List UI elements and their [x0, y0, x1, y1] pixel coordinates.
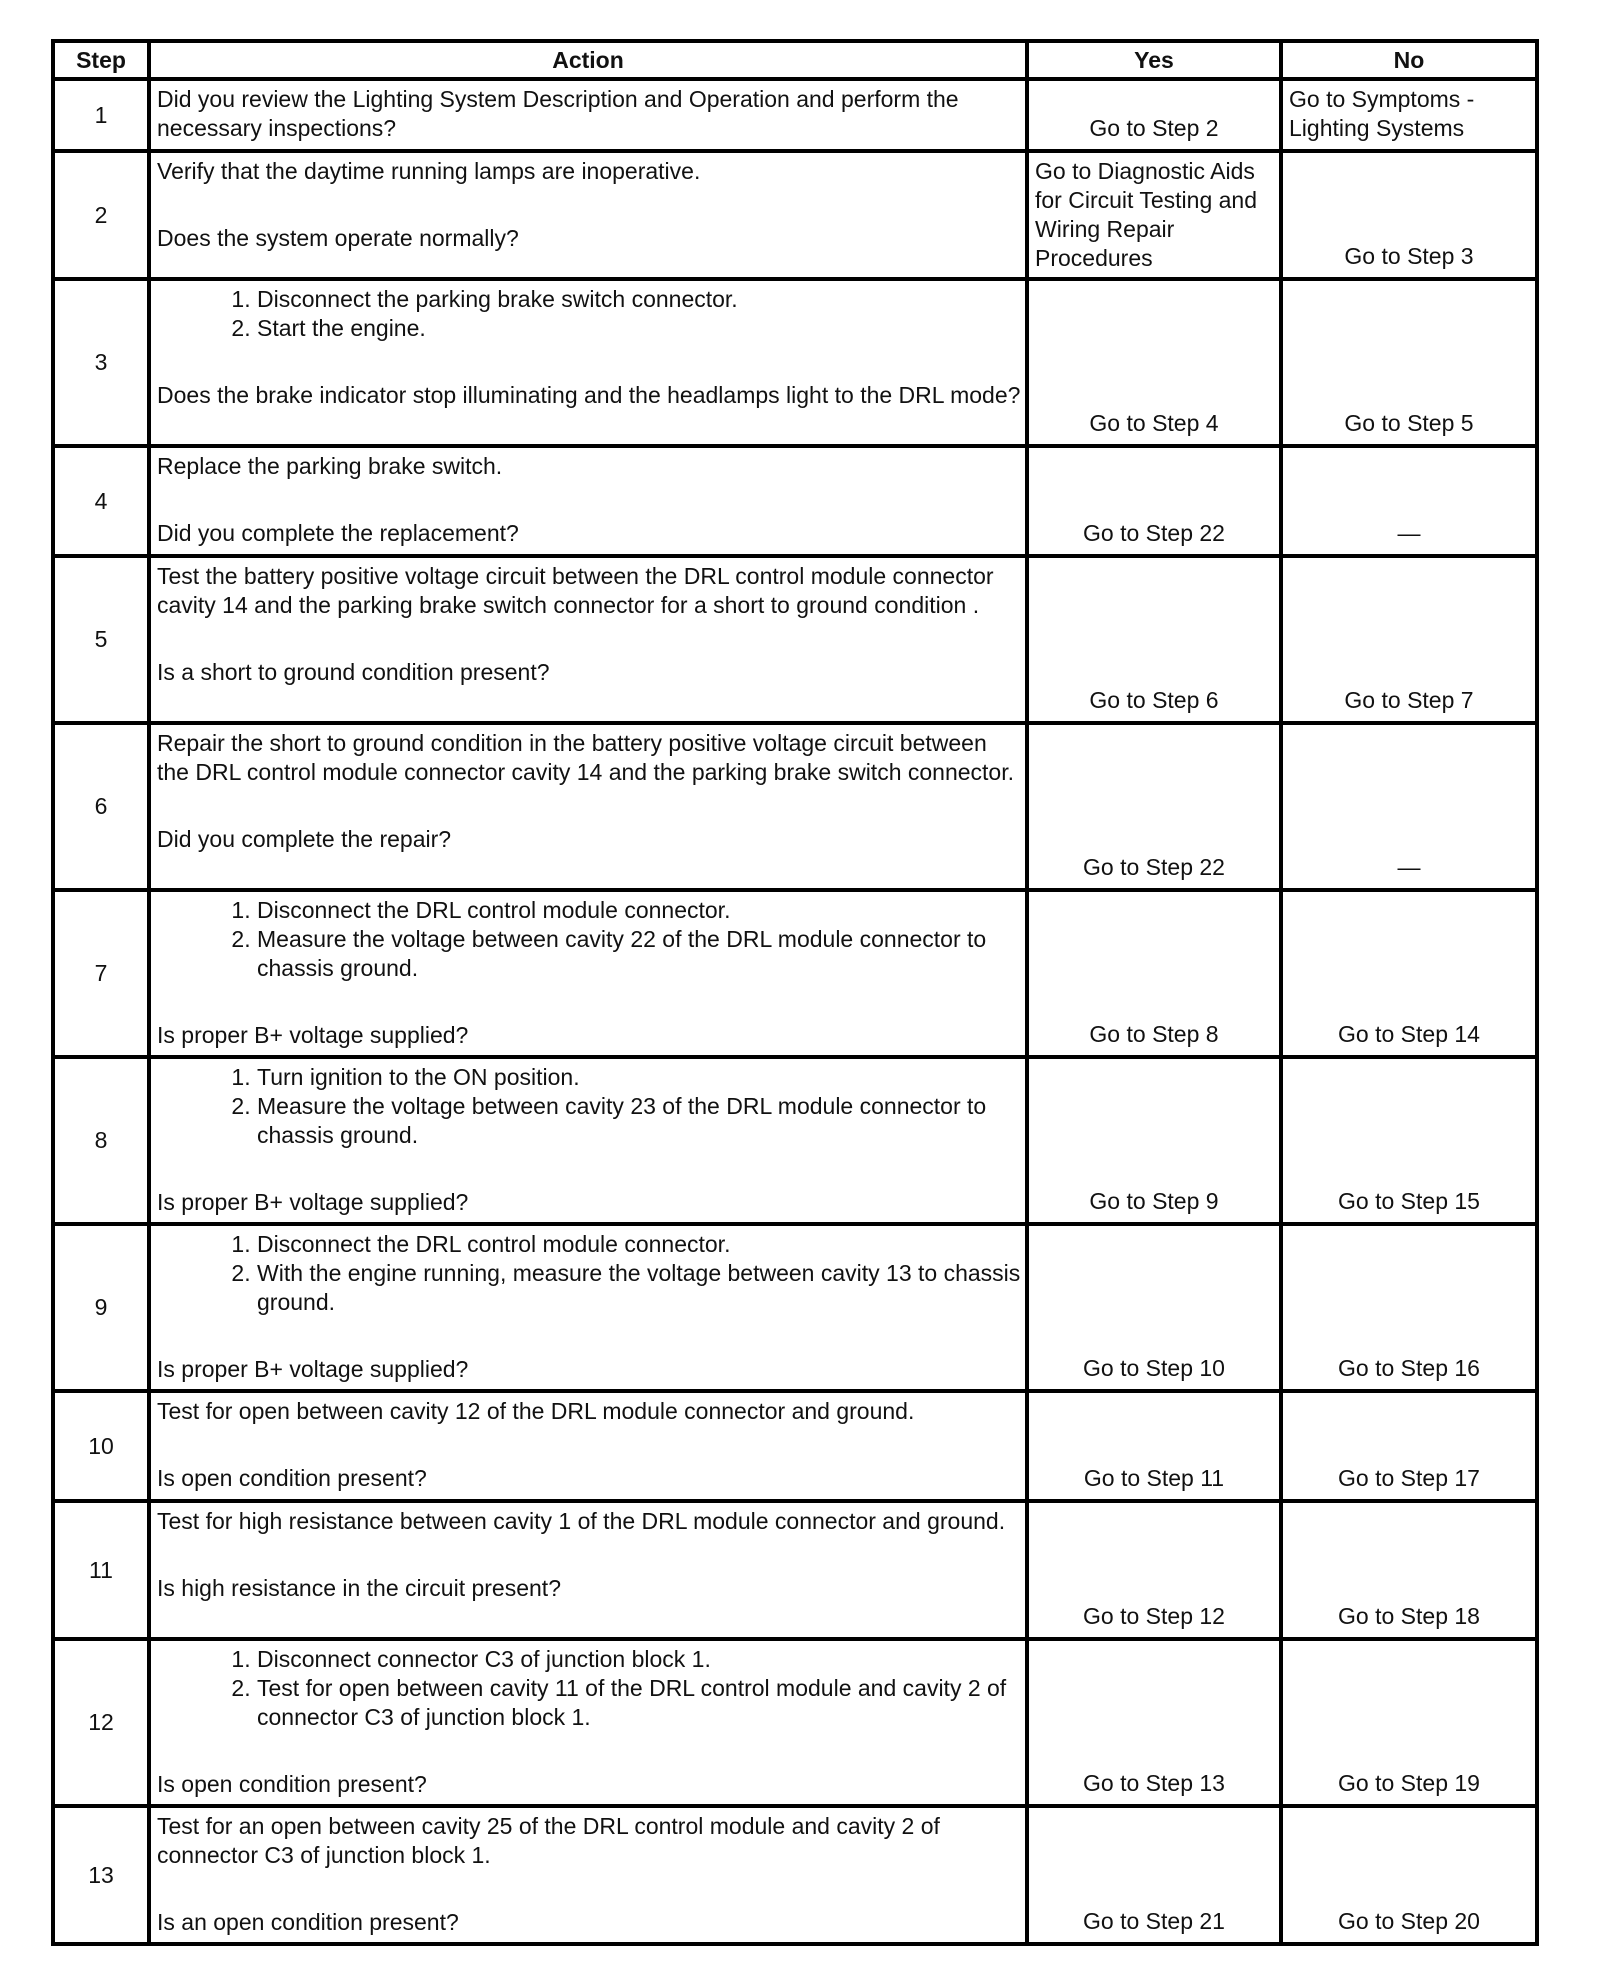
no-result: Go to Step 16: [1281, 1224, 1537, 1391]
no-result: Go to Step 20: [1281, 1806, 1537, 1944]
yes-result: Go to Step 4: [1027, 279, 1281, 446]
table-row: [53, 890, 1537, 1057]
action-text: Test the battery positive voltage circuit between the DRL control module connector cavity 14 and the parking brake switch connector for a short to ground condition .: [157, 563, 994, 618]
action-text: Test for high resistance between cavity 1 of the DRL module connector and ground.: [157, 1508, 1006, 1534]
action-text: Test for open between cavity 12 of the DRL module connector and ground.: [157, 1398, 915, 1424]
action-cell: [149, 1501, 1027, 1639]
question-text: Is proper B+ voltage supplied?: [157, 1356, 469, 1382]
table-row: [53, 279, 1537, 446]
no-result: Go to Step 17: [1281, 1391, 1537, 1501]
action-step-item: 1. Disconnect the parking brake switch connector.: [257, 285, 1021, 314]
no-result: Go to Step 19: [1281, 1639, 1537, 1806]
no-result: —: [1281, 446, 1537, 556]
table-row: [53, 1057, 1537, 1224]
table-row: [53, 723, 1537, 890]
no-result: Go to Step 7: [1281, 556, 1537, 723]
step-number: 8: [53, 1057, 149, 1224]
step-number: 2: [53, 151, 149, 279]
action-step-item: 1. Disconnect the DRL control module connector.: [257, 896, 1021, 925]
table-row: [53, 1639, 1537, 1806]
action-cell: [149, 151, 1027, 279]
yes-result: Go to Step 9: [1027, 1057, 1281, 1224]
no-result: Go to Step 14: [1281, 890, 1537, 1057]
yes-result: Go to Step 6: [1027, 556, 1281, 723]
table-row: [53, 79, 1537, 151]
table-row: [53, 556, 1537, 723]
action-steps: [157, 896, 1021, 983]
yes-result: Go to Step 22: [1027, 723, 1281, 890]
action-cell: [149, 890, 1027, 1057]
question-text: Is an open condition present?: [157, 1909, 459, 1935]
action-steps: [157, 1063, 1021, 1150]
header-no: No: [1281, 41, 1537, 79]
yes-result: Go to Step 13: [1027, 1639, 1281, 1806]
action-text: Test for an open between cavity 25 of the DRL control module and cavity 2 of connector C3 of junction block 1.: [157, 1813, 940, 1868]
table-row: [53, 1391, 1537, 1501]
question-text: Does the system operate normally?: [157, 225, 519, 251]
action-cell: [149, 556, 1027, 723]
yes-result: Go to Step 10: [1027, 1224, 1281, 1391]
action-step-item: 2. Measure the voltage between cavity 23 of the DRL module connector to chassis ground.: [257, 1092, 1021, 1150]
action-steps: [157, 1645, 1021, 1732]
table-row: [53, 1224, 1537, 1391]
step-number: 5: [53, 556, 149, 723]
action-steps: [157, 1230, 1021, 1317]
action-step-item: 2. Test for open between cavity 11 of the DRL control module and cavity 2 of connector C3 of junction block 1.: [257, 1674, 1021, 1732]
step-number: 12: [53, 1639, 149, 1806]
header-row: [53, 41, 1537, 79]
action-cell: [149, 1057, 1027, 1224]
action-cell: [149, 446, 1027, 556]
no-result: —: [1281, 723, 1537, 890]
question-text: Does the brake indicator stop illuminating and the headlamps light to the DRL mode?: [157, 382, 1021, 408]
step-number: 1: [53, 79, 149, 151]
yes-result: Go to Step 8: [1027, 890, 1281, 1057]
table-row: [53, 1806, 1537, 1944]
yes-result: Go to Step 2: [1027, 79, 1281, 151]
question-text: Is high resistance in the circuit present?: [157, 1575, 561, 1601]
no-result: Go to Symptoms - Lighting Systems: [1281, 79, 1537, 151]
action-step-item: 1. Turn ignition to the ON position.: [257, 1063, 1021, 1092]
no-result: Go to Step 15: [1281, 1057, 1537, 1224]
header-yes: Yes: [1027, 41, 1281, 79]
action-cell: [149, 279, 1027, 446]
action-cell: [149, 1639, 1027, 1806]
question-text: Did you complete the repair?: [157, 826, 452, 852]
action-step-item: 1. Disconnect the DRL control module connector.: [257, 1230, 1021, 1259]
action-cell: [149, 1806, 1027, 1944]
question-text: Is a short to ground condition present?: [157, 659, 550, 685]
no-result: Go to Step 18: [1281, 1501, 1537, 1639]
action-text: Repair the short to ground condition in the battery positive voltage circuit between the DRL control module connector cavity 14 and the parking brake switch connector.: [157, 730, 1015, 785]
question-text: Did you complete the replacement?: [157, 520, 519, 546]
no-result: Go to Step 3: [1281, 151, 1537, 279]
action-step-item: 1. Disconnect connector C3 of junction block 1.: [257, 1645, 1021, 1674]
diagnostic-table: [51, 39, 1539, 1946]
header-action: Action: [149, 41, 1027, 79]
action-cell: [149, 1224, 1027, 1391]
action-cell: [149, 1391, 1027, 1501]
step-number: 10: [53, 1391, 149, 1501]
table-row: [53, 446, 1537, 556]
yes-result: Go to Step 21: [1027, 1806, 1281, 1944]
step-number: 7: [53, 890, 149, 1057]
step-number: 11: [53, 1501, 149, 1639]
question-text: Is proper B+ voltage supplied?: [157, 1022, 469, 1048]
action-step-item: 2. Start the engine.: [257, 314, 1021, 343]
action-text: Did you review the Lighting System Description and Operation and perform the necessary inspections?: [149, 79, 1027, 151]
yes-result: Go to Diagnostic Aids for Circuit Testing and Wiring Repair Procedures: [1027, 151, 1281, 279]
yes-result: Go to Step 11: [1027, 1391, 1281, 1501]
action-text: Replace the parking brake switch.: [157, 453, 503, 479]
step-number: 3: [53, 279, 149, 446]
step-number: 4: [53, 446, 149, 556]
action-steps: [157, 285, 1021, 343]
action-step-item: 2. Measure the voltage between cavity 22 of the DRL module connector to chassis ground.: [257, 925, 1021, 983]
yes-result: Go to Step 22: [1027, 446, 1281, 556]
question-text: Is open condition present?: [157, 1771, 427, 1797]
step-number: 13: [53, 1806, 149, 1944]
table-row: [53, 151, 1537, 279]
no-result: Go to Step 5: [1281, 279, 1537, 446]
question-text: Is open condition present?: [157, 1465, 427, 1491]
question-text: Is proper B+ voltage supplied?: [157, 1189, 469, 1215]
header-step: Step: [53, 41, 149, 79]
action-step-item: 2. With the engine running, measure the voltage between cavity 13 to chassis ground.: [257, 1259, 1021, 1317]
step-number: 9: [53, 1224, 149, 1391]
action-cell: [149, 723, 1027, 890]
step-number: 6: [53, 723, 149, 890]
yes-result: Go to Step 12: [1027, 1501, 1281, 1639]
action-text: Verify that the daytime running lamps are inoperative.: [157, 158, 701, 184]
table-row: [53, 1501, 1537, 1639]
